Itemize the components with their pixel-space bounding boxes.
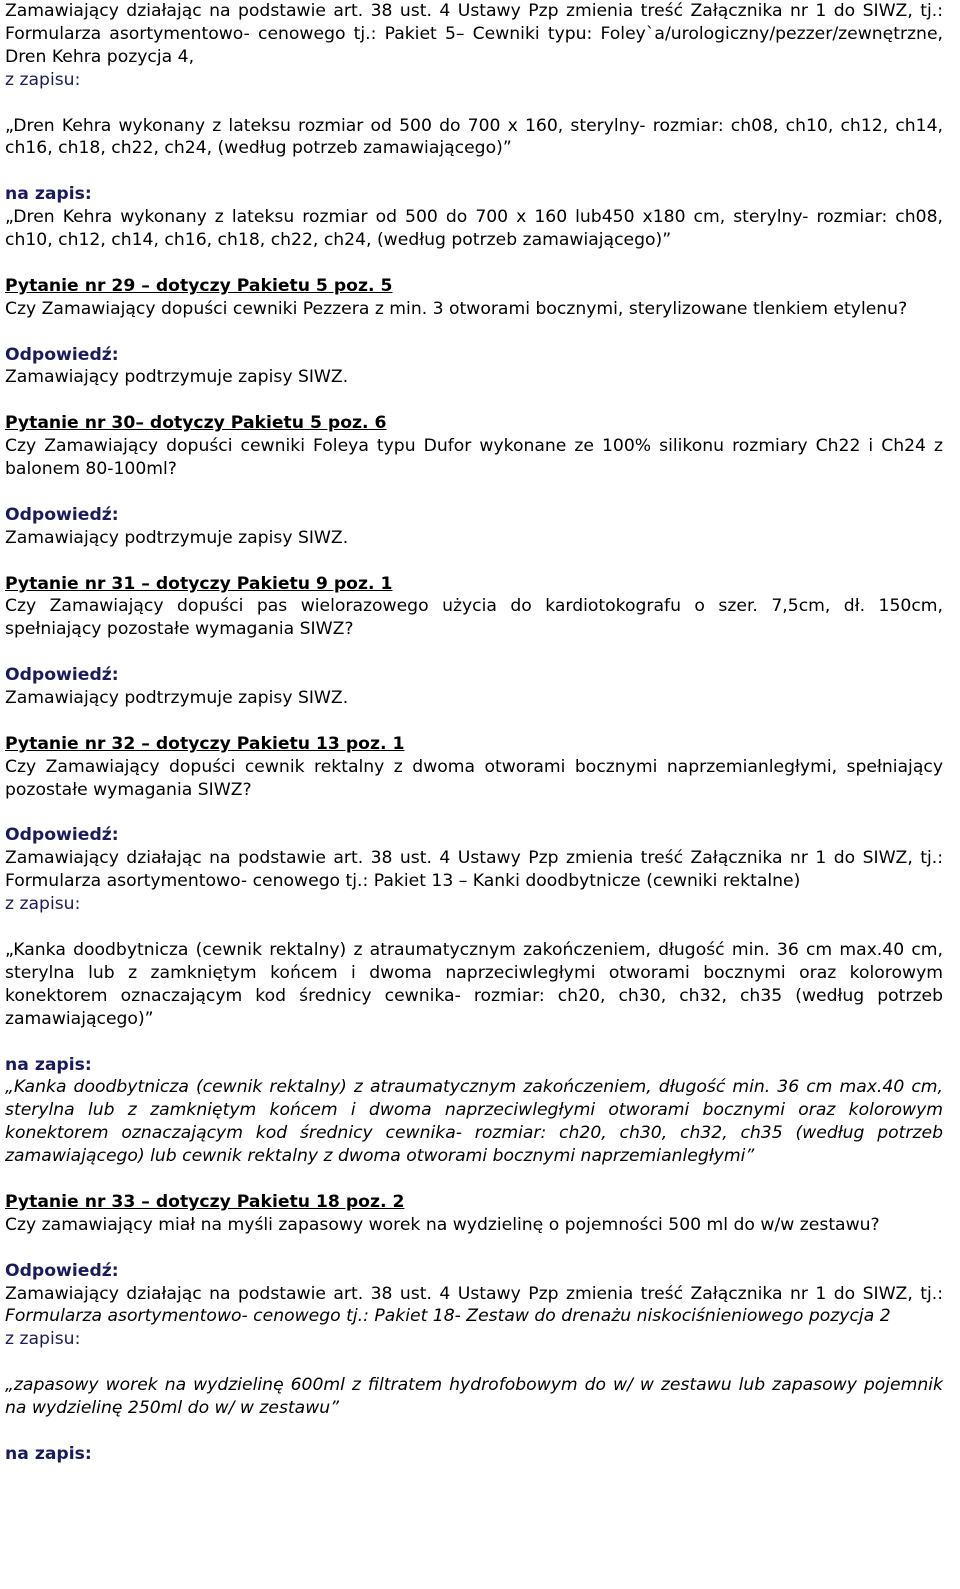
answer-32-text: Zamawiający działając na podstawie art. 38 ust. 4 Ustawy Pzp zmienia treść Załącznika nr 1 do SIWZ, tj.: Formularza asortymentowo- cenowego tj.: Pakiet 13 – Kanki doodbytnicze (cewniki rektalne) <box>5 848 943 892</box>
intro-text: Zamawiający działając na podstawie art. 38 ust. 4 Ustawy Pzp zmienia treść Załącznika nr 1 do SIWZ, tj.: Formularza asortymentowo- cenowego tj.: Pakiet 5– Cewniki typu: Foley`a/urologiczny/pezzer/zewnętrzne, Dren Kehra pozycja 4, <box>5 1 943 67</box>
answer-33-plain: Zamawiający działając na podstawie art. 38 ust. 4 Ustawy Pzp zmienia treść Załącznika nr 1 do SIWZ, tj.: <box>5 1283 943 1304</box>
answer-30-text: Zamawiający podtrzymuje zapisy SIWZ. <box>5 527 349 548</box>
old-record-quote: „Dren Kehra wykonany z lateksu rozmiar od 500 do 700 x 160, sterylny- rozmiar: ch08, ch10, ch12, ch14, ch16, ch18, ch22, ch24, (według potrzeb zamawiającego)” <box>5 115 943 159</box>
answer-33-label: Odpowiedź: <box>5 1260 119 1281</box>
old-record-quote-32: „Kanka doodbytnicza (cewnik rektalny) z atraumatycznym zakończeniem, długość min. 36 cm max.40 cm, sterylna lub z zamkniętym końcem i dwoma naprzeciwległymi otworami bocznymi oraz kolorowym konektorem oznaczającym kod średnicy cewnika- rozmiar: ch20, ch30, ch32, ch35 (według potrzeb zamawiającego)” <box>5 939 943 1029</box>
old-record-quote-33: „zapasowy worek na wydzielinę 600ml z filtratem hydrofobowym do w/ w zestawu lub zapasowy pojemnik na wydzielinę 250ml do w/ w zestawu” <box>5 1375 943 1419</box>
answer-33-text <box>5 1283 943 1329</box>
to-record-label-33: na zapis: <box>5 1443 92 1464</box>
question-29-heading: Pytanie nr 29 – dotyczy Pakietu 5 poz. 5 <box>5 275 393 296</box>
question-29-text: Czy Zamawiający dopuści cewniki Pezzera z min. 3 otworami bocznymi, sterylizowane tlenkiem etylenu? <box>5 298 908 319</box>
answer-29-text: Zamawiający podtrzymuje zapisy SIWZ. <box>5 367 349 388</box>
document-page <box>5 0 943 1466</box>
answer-31-text: Zamawiający podtrzymuje zapisy SIWZ. <box>5 688 349 709</box>
question-31-heading: Pytanie nr 31 – dotyczy Pakietu 9 poz. 1 <box>5 573 393 594</box>
from-record-label-33: z zapisu: <box>5 1329 81 1350</box>
to-record-label: na zapis: <box>5 184 92 205</box>
answer-29-label: Odpowiedź: <box>5 344 119 365</box>
answer-32-label: Odpowiedź: <box>5 825 119 846</box>
question-31-text: Czy Zamawiający dopuści pas wielorazowego użycia do kardiotokografu o szer. 7,5cm, dł. 150cm, spełniający pozostałe wymagania SIWZ? <box>5 596 943 640</box>
from-record-label-32: z zapisu: <box>5 894 81 915</box>
question-33-text: Czy zamawiający miał na myśli zapasowy worek na wydzielinę o pojemności 500 ml do w/w zestawu? <box>5 1214 880 1235</box>
question-32-heading: Pytanie nr 32 – dotyczy Pakietu 13 poz. 1 <box>5 733 405 754</box>
question-30-text: Czy Zamawiający dopuści cewniki Foleya typu Dufor wykonane ze 100% silikonu rozmiary Ch22 i Ch24 z balonem 80-100ml? <box>5 436 943 480</box>
question-33-heading: Pytanie nr 33 – dotyczy Pakietu 18 poz. 2 <box>5 1191 405 1212</box>
to-record-label-32: na zapis: <box>5 1054 92 1075</box>
question-32-text: Czy Zamawiający dopuści cewnik rektalny z dwoma otworami bocznymi naprzemianległymi, spełniający pozostałe wymagania SIWZ? <box>5 756 943 800</box>
question-30-heading: Pytanie nr 30– dotyczy Pakietu 5 poz. 6 <box>5 413 387 434</box>
answer-31-label: Odpowiedź: <box>5 665 119 686</box>
new-record-quote-32: „Kanka doodbytnicza (cewnik rektalny) z atraumatycznym zakończeniem, długość min. 36 cm max.40 cm, sterylna lub z zamkniętym końcem i dwoma naprzeciwległymi otworami bocznymi oraz kolorowym konektorem oznaczającym kod średnicy cewnika- rozmiar: ch20, ch30, ch32, ch35 (według potrzeb zamawiającego) lub cewnik rektalny z dwoma otworami bocznymi naprzemianległymi” <box>5 1077 943 1167</box>
answer-33-italic: Formularza asortymentowo- cenowego tj.: Pakiet 18- Zestaw do drenażu niskociśnieniowego pozycja 2 <box>5 1306 891 1327</box>
from-record-label: z zapisu: <box>5 69 81 90</box>
new-record-quote: „Dren Kehra wykonany z lateksu rozmiar od 500 do 700 x 160 lub450 x180 cm, sterylny- rozmiar: ch08, ch10, ch12, ch14, ch16, ch18, ch22, ch24, (według potrzeb zamawiającego)” <box>5 207 943 251</box>
answer-30-label: Odpowiedź: <box>5 504 119 525</box>
